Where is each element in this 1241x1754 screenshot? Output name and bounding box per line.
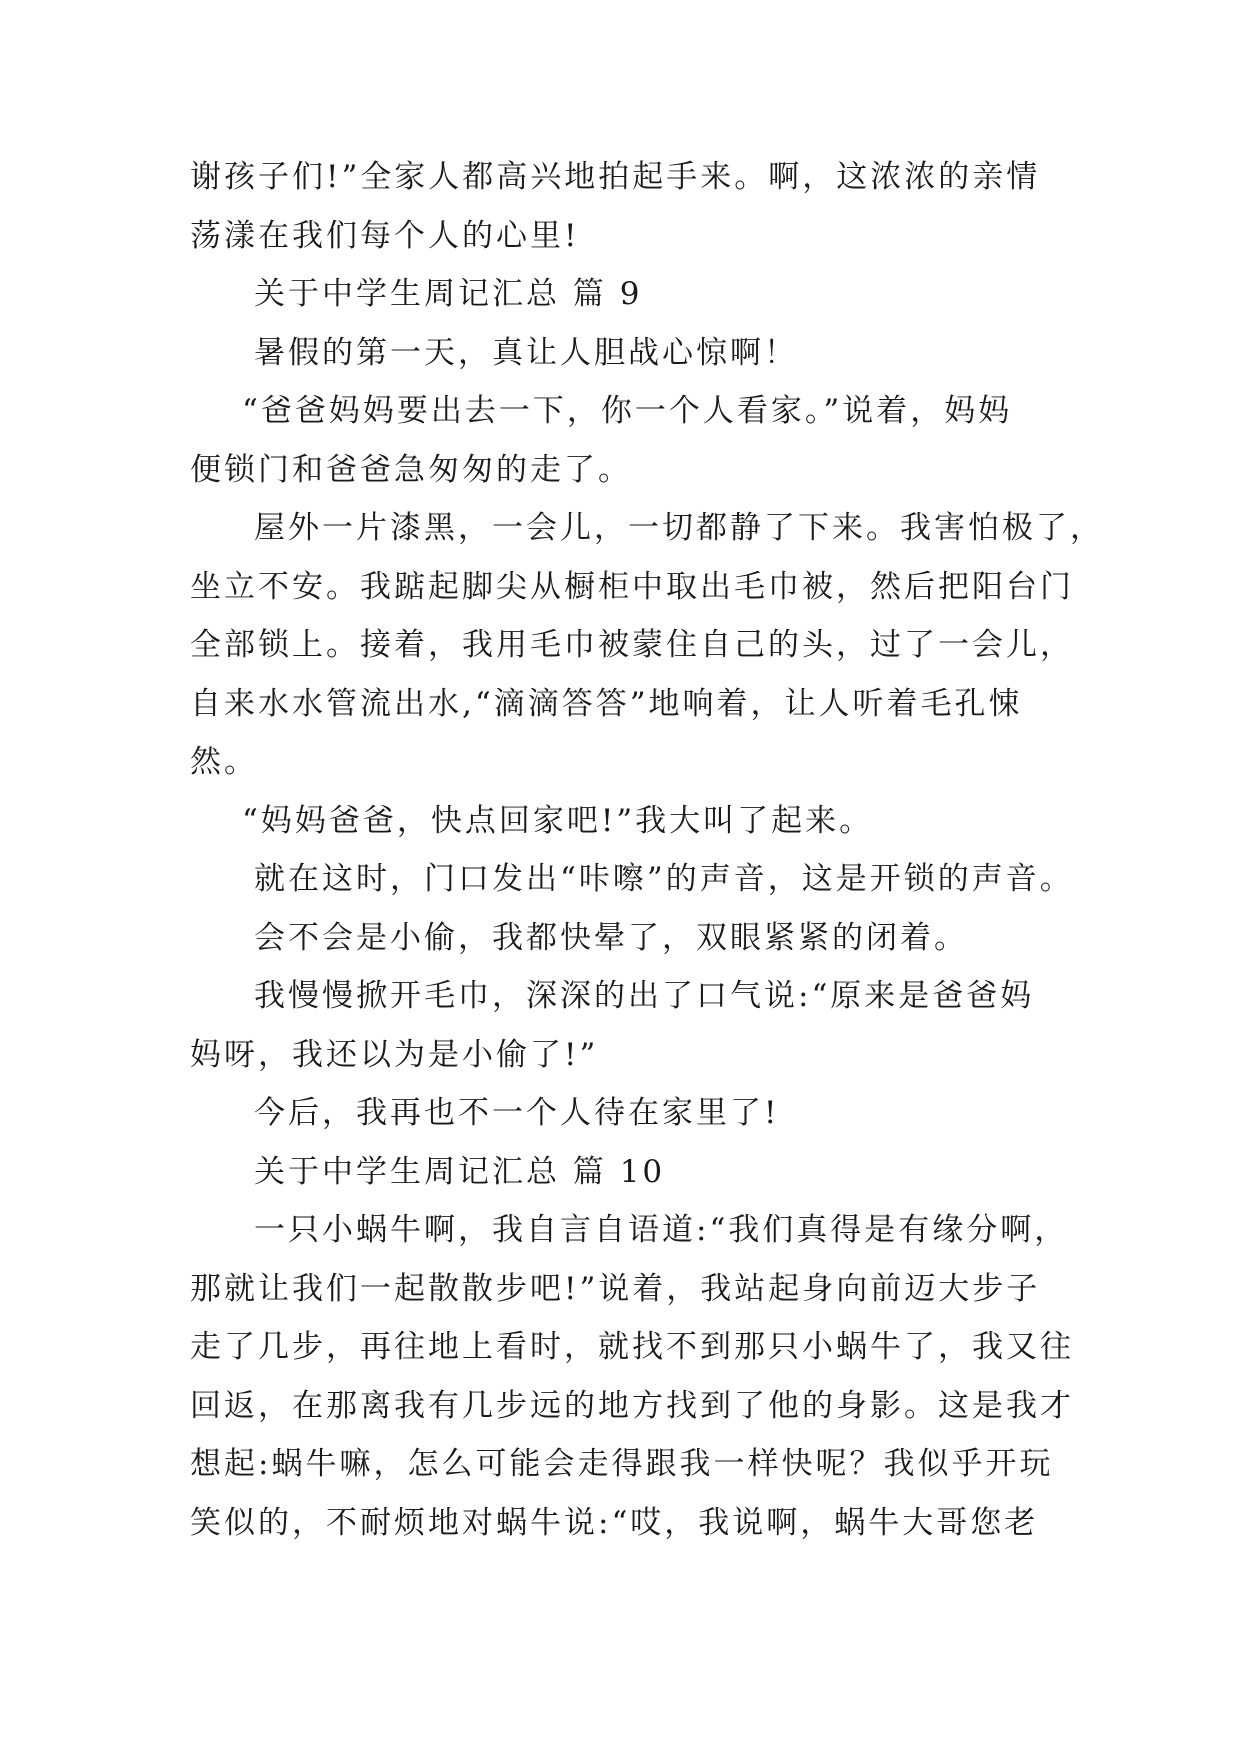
text-line: 暑假的第一天，真让人胆战心惊啊！ — [254, 334, 798, 371]
text-line: 屋外一片漆黑，一会儿，一切都静了下来。我害怕极了， — [254, 510, 1104, 546]
section-heading: 关于中学生周记汇总 篇 10 — [254, 1153, 666, 1190]
text-line: “爸爸妈妈要出去一下，你一个人看家。”说着，妈妈 — [242, 393, 1013, 429]
text-line: 那就让我们一起散散步吧!”说着，我站起身向前迈大步子 — [190, 1270, 1041, 1307]
text-line: 妈呀，我还以为是小偷了!” — [190, 1036, 599, 1073]
text-line: 荡漾在我们每个人的心里! — [190, 217, 580, 254]
text-line: 走了几步，再往地上看时，就找不到那只小蜗牛了，我又往 — [190, 1329, 1074, 1365]
text-line: 我慢慢掀开毛巾，深深的出了口气说:“原来是爸爸妈 — [254, 978, 1035, 1014]
section-heading: 关于中学生周记汇总 篇 9 — [254, 276, 643, 312]
text-line: 便锁门和爸爸急匆匆的走了。 — [190, 451, 632, 488]
text-line: 今后，我再也不一个人待在家里了! — [254, 1095, 780, 1131]
text-line: 会不会是小偷，我都快晕了，双眼紧紧的闭着。 — [254, 919, 968, 956]
text-line: 谢孩子们!”全家人都高兴地拍起手来。啊，这浓浓的亲情 — [190, 159, 1041, 195]
text-line: 就在这时，门口发出“咔嚓”的声音，这是开锁的声音。 — [254, 861, 1074, 897]
text-line: 一只小蜗牛啊，我自言自语道:“我们真得是有缘分啊， — [254, 1212, 1069, 1248]
text-line: 全部锁上。接着，我用毛巾被蒙住自己的头，过了一会儿， — [190, 627, 1074, 663]
text-line: “妈妈爸爸，快点回家吧!”我大叫了起来。 — [242, 802, 874, 839]
text-line: 坐立不安。我踮起脚尖从橱柜中取出毛巾被，然后把阳台门 — [190, 568, 1074, 605]
text-line: 自来水水管流出水,“滴滴答答”地响着，让人听着毛孔悚 — [190, 685, 1023, 722]
text-line: 然。 — [190, 744, 258, 780]
document-body — [190, 148, 1104, 1552]
text-line: 回返，在那离我有几步远的地方找到了他的身影。这是我才 — [190, 1387, 1074, 1424]
text-line: 笑似的，不耐烦地对蜗牛说:“哎，我说啊，蜗牛大哥您老 — [190, 1504, 1039, 1541]
text-line: 想起:蜗牛嘛，怎么可能会走得跟我一样快呢？我似乎开玩 — [190, 1446, 1054, 1482]
